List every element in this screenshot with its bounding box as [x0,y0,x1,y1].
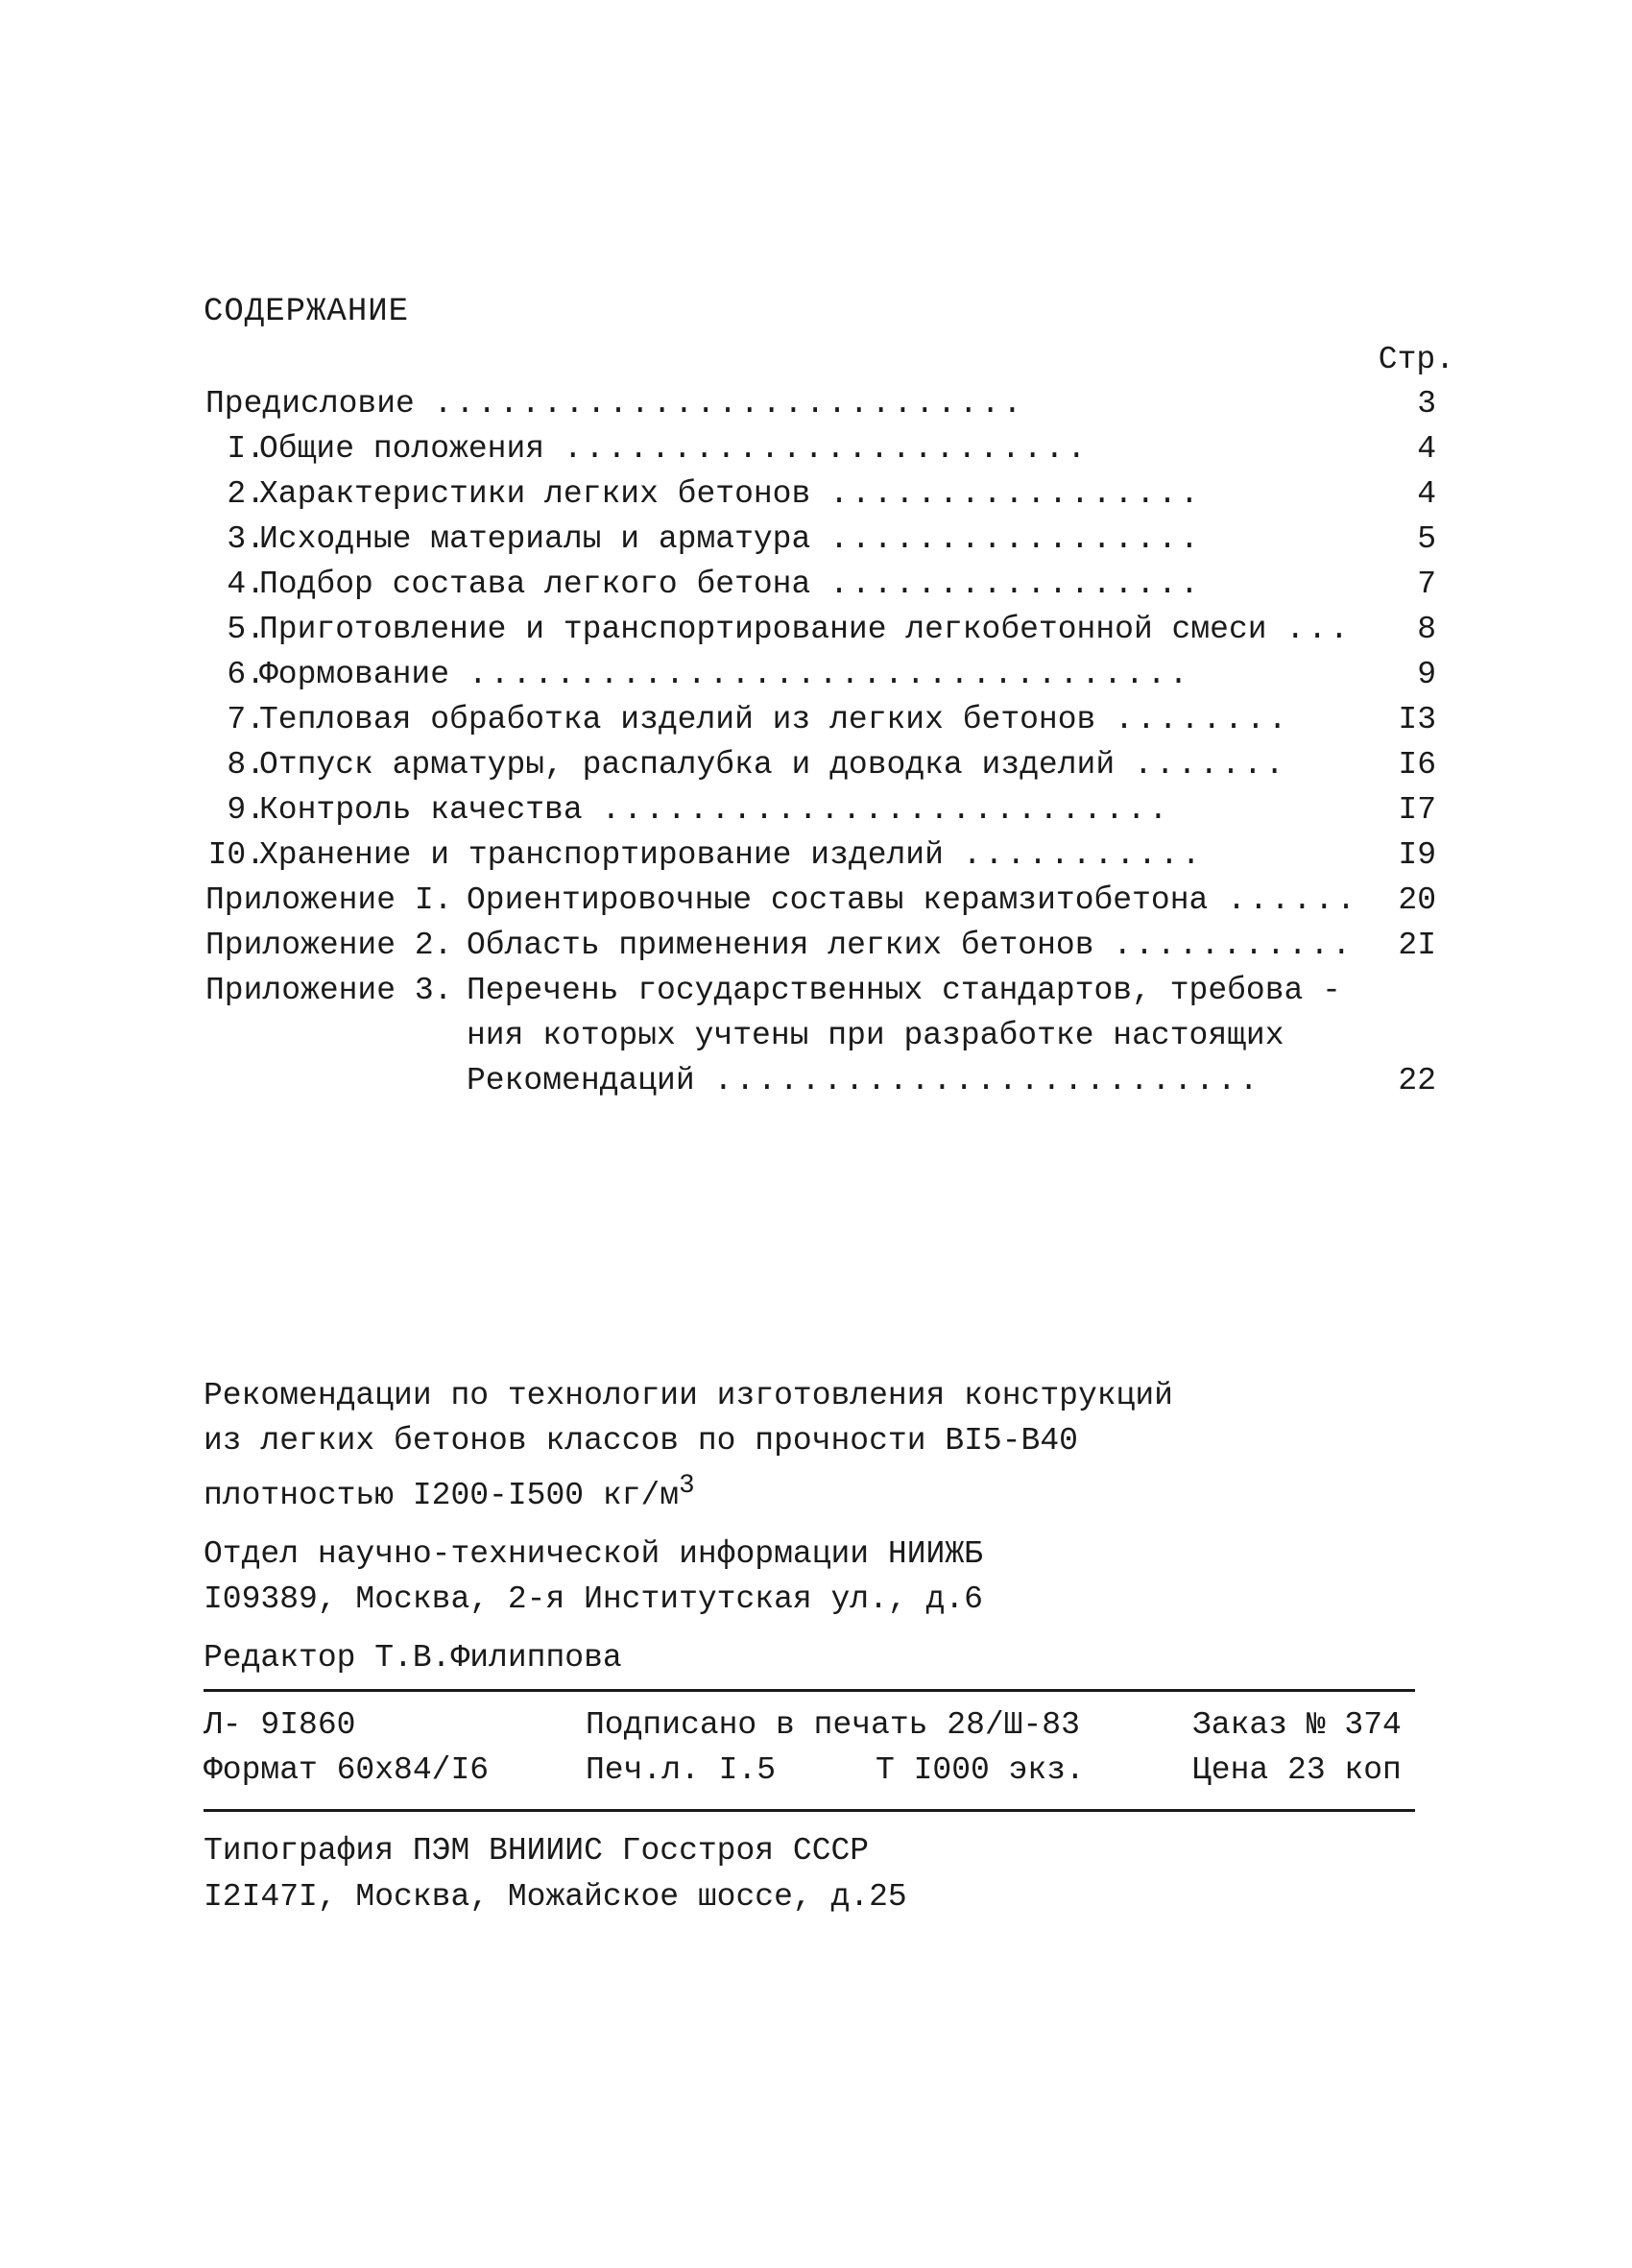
toc-heading: СОДЕРЖАНИЕ [204,294,410,330]
toc-entry-title: Тепловая обработка изделий из легких бетонов [259,702,1096,737]
toc-leader: .......................... [601,792,1171,828]
toc-page-number: 2I [1398,928,1436,963]
toc-appendix [188,928,1436,973]
department-line: Отдел научно-технической информации НИИЖБ [204,1536,983,1572]
paper-format: Формат 60х84/I6 [204,1752,490,1788]
order-number: Заказ № 374 [1192,1707,1402,1743]
toc-page-number: 9 [1417,657,1436,692]
appendix-title: Ориентировочные составы керамзитобетона [467,882,1209,918]
toc-entry-number: 4. [227,567,265,602]
signed-to-print: Подписано в печать 28/Ш-83 [586,1707,1080,1743]
toc-page-column-header: Стр. [1378,342,1454,377]
toc-entry-title: Общие положения [259,431,545,467]
superscript: 3 [679,1471,695,1501]
toc-leader: ....... [1133,747,1287,783]
publication-code: Л- 9I860 [204,1707,356,1743]
toc-page-number: 3 [1417,386,1436,422]
toc-leader: ... [1285,612,1352,647]
toc-page-number: 20 [1398,882,1436,918]
toc-entry-title: Отпуск арматуры, распалубка и доводка изделий [259,747,1116,783]
toc-page-number: 22 [1398,1063,1436,1098]
toc-appendix-continuation [188,1063,1436,1108]
toc-entry [188,747,1436,792]
toc-entry-number: 8. [227,747,265,783]
toc-entry-title: Приготовление и транспортирование легкобетонной смеси [259,612,1267,647]
appendix-title-line: Рекомендаций [467,1063,695,1098]
printer-block [204,1828,907,1920]
toc-entry-title: Хранение и транспортирование изделий [259,837,944,873]
imprint-block [204,1373,1432,1680]
toc-leader: ......................... [713,1063,1261,1098]
toc-leader: ........................ [563,431,1090,467]
appendix-title-line: ния которых учтены при разработке настоящих [467,1018,1284,1053]
printer-address: I2I47I, Москва, Можайское шоссе, д.25 [204,1879,907,1915]
toc-entry [188,702,1436,747]
publication-title-line: из легких бетонов классов по прочности BI5-B40 [204,1423,1078,1459]
toc-entry-title: Формование [259,657,450,692]
toc-appendix-continuation [188,1018,1436,1063]
toc-entry-number: 6. [227,657,265,692]
toc-entry [188,612,1436,657]
toc-entry-title: Исходные материалы и арматура [259,521,811,557]
divider-bottom [204,1809,1415,1812]
toc-leader: ........ [1115,702,1290,737]
toc-page-number: 7 [1417,567,1436,602]
toc-entry [188,476,1436,521]
print-run: Т I000 экз. [876,1752,1085,1788]
price: Цена 23 коп [1192,1752,1402,1788]
toc-leader: ................................. [468,657,1191,692]
toc-entry [188,792,1436,837]
toc-entry-number: 5. [227,612,265,647]
divider-top [204,1689,1415,1692]
toc-entry-number: 7. [227,702,265,737]
toc-page-number: I7 [1398,792,1436,828]
toc-leader: ................. [829,476,1202,512]
toc-appendix [188,973,1436,1018]
toc-entry [188,567,1436,612]
toc-leader: ........... [962,837,1204,873]
appendix-label: Приложение I. [205,882,453,918]
toc-page-number: I9 [1398,837,1436,873]
publication-details-row [204,1707,1415,1751]
toc-entry-number: 3. [227,521,265,557]
toc-entry [188,431,1436,476]
appendix-title-line: Перечень государственных стандартов, требова - [467,973,1341,1008]
appendix-label: Приложение 3. [205,973,453,1008]
toc-page-number: 8 [1417,612,1436,647]
printer-name: Типография ПЭМ ВНИИИС Госстроя СССР [204,1833,870,1869]
editor-line: Редактор Т.В.Филиппова [204,1640,622,1676]
toc-leader: ................. [829,567,1202,602]
publication-details-row [204,1752,1415,1797]
toc-page-number: 5 [1417,521,1436,557]
toc-leader: ...... [1227,882,1358,918]
table-of-contents [188,386,1436,1108]
toc-entry-title: Характеристики легких бетонов [259,476,811,512]
toc-appendix [188,882,1436,928]
toc-entry [188,657,1436,702]
toc-page-number: 4 [1417,431,1436,467]
appendix-label: Приложение 2. [205,928,453,963]
toc-entry-title: Контроль качества [259,792,583,828]
toc-entry [188,837,1436,882]
toc-entry-number: I. [227,431,265,467]
toc-page-number: I6 [1398,747,1436,783]
toc-page-number: 4 [1417,476,1436,512]
toc-leader: ........... [1113,928,1355,963]
toc-page-number: I3 [1398,702,1436,737]
department-address: I09389, Москва, 2-я Институтская ул., д.6 [204,1581,983,1617]
printed-sheets: Печ.л. I.5 [586,1752,777,1788]
publication-title-line: Рекомендации по технологии изготовления конструкций [204,1378,1173,1413]
appendix-title: Область применения легких бетонов [467,928,1094,963]
publication-density-line: плотностью I200-I500 $кг/м^3$ [204,1471,695,1513]
toc-entry-number: 2. [227,476,265,512]
toc-entry-title: Подбор состава легкого бетона [259,567,811,602]
toc-entry-number: I0. [207,837,265,873]
toc-entry-preface [188,386,1436,431]
toc-entry [188,521,1436,567]
toc-entry-number: 9. [227,792,265,828]
toc-leader: ................. [829,521,1202,557]
toc-leader: ........................... [433,386,1025,422]
toc-entry-title: Предисловие [205,386,415,422]
